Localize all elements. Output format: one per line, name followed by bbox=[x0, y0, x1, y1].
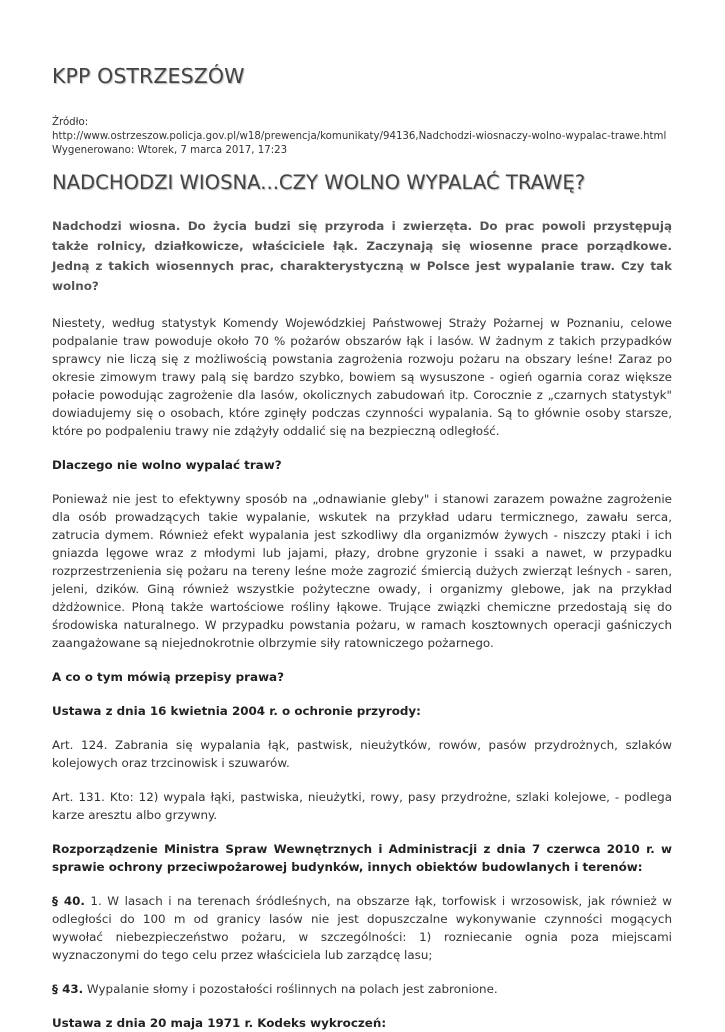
section-43 bbox=[52, 980, 672, 998]
section-40 bbox=[52, 892, 672, 964]
section-43-text: Wypalanie słomy i pozostałości roślinnych na polach jest zabronione. bbox=[83, 982, 498, 996]
site-title: KPP OSTRZESZÓW bbox=[52, 64, 245, 88]
article-title: NADCHODZI WIOSNA...CZY WOLNO WYPALAĆ TRAWĘ? bbox=[52, 171, 586, 194]
source-label: Źródło: bbox=[52, 117, 89, 128]
paragraph-reasons: Ponieważ nie jest to efektywny sposób na „odnawianie gleby" i stanowi zarazem poważne zagrożenie dla osób prowadzących takie wypalanie, wskutek na przykład udaru termicznego, zawału serca, zatrucia dymem. Również efekt wypalania jest szkodliwy dla organizmów żywych - niszczy ptaki i ich gniazda lęgowe wraz z młodymi lub jajami, płazy, drobne gryzonie i ssaki a nawet, w przypadku rozprzestrzenienia się pożaru na tereny leśne może zagrozić śmiercią dużych zwierząt leśnych - saren, jeleni, dzików. Giną również wszystkie pożyteczne owady, i organizmy glebowe, jak na przykład dżdżownice. Płoną także wartościowe rośliny łąkowe. Trujące związki chemiczne przedostają się do środowiska naturalnego. W przypadku powstania pożaru, w ramach kosztownych operacji gaśniczych zaangażowane są niejednokrotnie olbrzymie siły ratowniczego pożarnego. bbox=[52, 492, 672, 650]
section-40-text: 1. W lasach i na terenach śródleśnych, na obszarze łąk, torfowisk i wrzosowisk, jak również w odległości do 100 m od granicy lasów nie jest dopuszczalne wykonywanie czynności mogących wywołać niebezpieczeństwo pożaru, w szczególności: 1) rozniecanie ognia poza miejscami wyznaczonymi do tego celu przez właściciela lub zarządcę lasu; bbox=[52, 894, 673, 962]
heading-law: A co o tym mówią przepisy prawa? bbox=[52, 670, 284, 684]
paragraph-statistics: Niestety, według statystyk Komendy Wojewódzkiej Państwowej Straży Pożarnej w Poznaniu, celowe podpalanie traw powoduje około 70 % pożarów obszarów łąk i lasów. W żadnym z takich przypadków sprawcy nie liczą się z możliwością powstania zagrożenia rozwoju pożaru na obszary leśne! Zaraz po okresie zimowym trawy palą się bardzo szybko, bowiem są wysuszone - ogień ogarnia coraz większe połacie powodując zagrożenie dla lasów, okolicznych zabudowań itp. Corocznie z „czarnych statystyk" dowiadujemy się o osobach, które zginęły podczas czynności wypalania. Są to głównie osoby starsze, które po podpaleniu trawy nie zdążyły oddalić się na bezpieczną odległość. bbox=[52, 316, 672, 438]
section-40-label: § 40. bbox=[52, 894, 85, 908]
document-meta bbox=[52, 116, 682, 158]
article-131: Art. 131. Kto: 12) wypala łąki, pastwiska, nieużytki, rowy, pasy przydrożne, szlaki kolejowe, - podlega karze aresztu albo grzywny. bbox=[52, 790, 672, 822]
source-url: http://www.ostrzeszow.policja.gov.pl/w18/prewencja/komunikaty/94136,Nadchodzi-wiosnaczy-wolno-wypalac-trawe.html bbox=[52, 131, 667, 142]
generated-date: Wygenerowano: Wtorek, 7 marca 2017, 17:23 bbox=[52, 145, 288, 156]
heading-why: Dlaczego nie wolno wypalać traw? bbox=[52, 458, 282, 472]
article-124: Art. 124. Zabrania się wypalania łąk, pastwisk, nieużytków, rowów, pasów przydrożnych, szlaków kolejowych oraz trzcinowisk i szuwarów. bbox=[52, 738, 672, 770]
article-body bbox=[52, 216, 672, 1032]
heading-regulation: Rozporządzenie Ministra Spraw Wewnętrznych i Administracji z dnia 7 czerwca 2010 r. w sprawie ochrony przeciwpożarowej budynków, innych obiektów budowlanych i terenów: bbox=[52, 842, 672, 874]
section-43-label: § 43. bbox=[52, 982, 84, 996]
article-lead: Nadchodzi wiosna. Do życia budzi się przyroda i zwierzęta. Do prac powoli przystępują także rolnicy, działkowicze, właściciele łąk. Zaczynają się wiosenne prace porządkowe. Jedną z takich wiosennych prac, charakterystyczną w Polsce jest wypalanie traw. Czy tak wolno? bbox=[52, 219, 672, 293]
heading-nature-act: Ustawa z dnia 16 kwietnia 2004 r. o ochronie przyrody: bbox=[52, 704, 421, 718]
heading-offences-code: Ustawa z dnia 20 maja 1971 r. Kodeks wykroczeń: bbox=[52, 1016, 387, 1030]
